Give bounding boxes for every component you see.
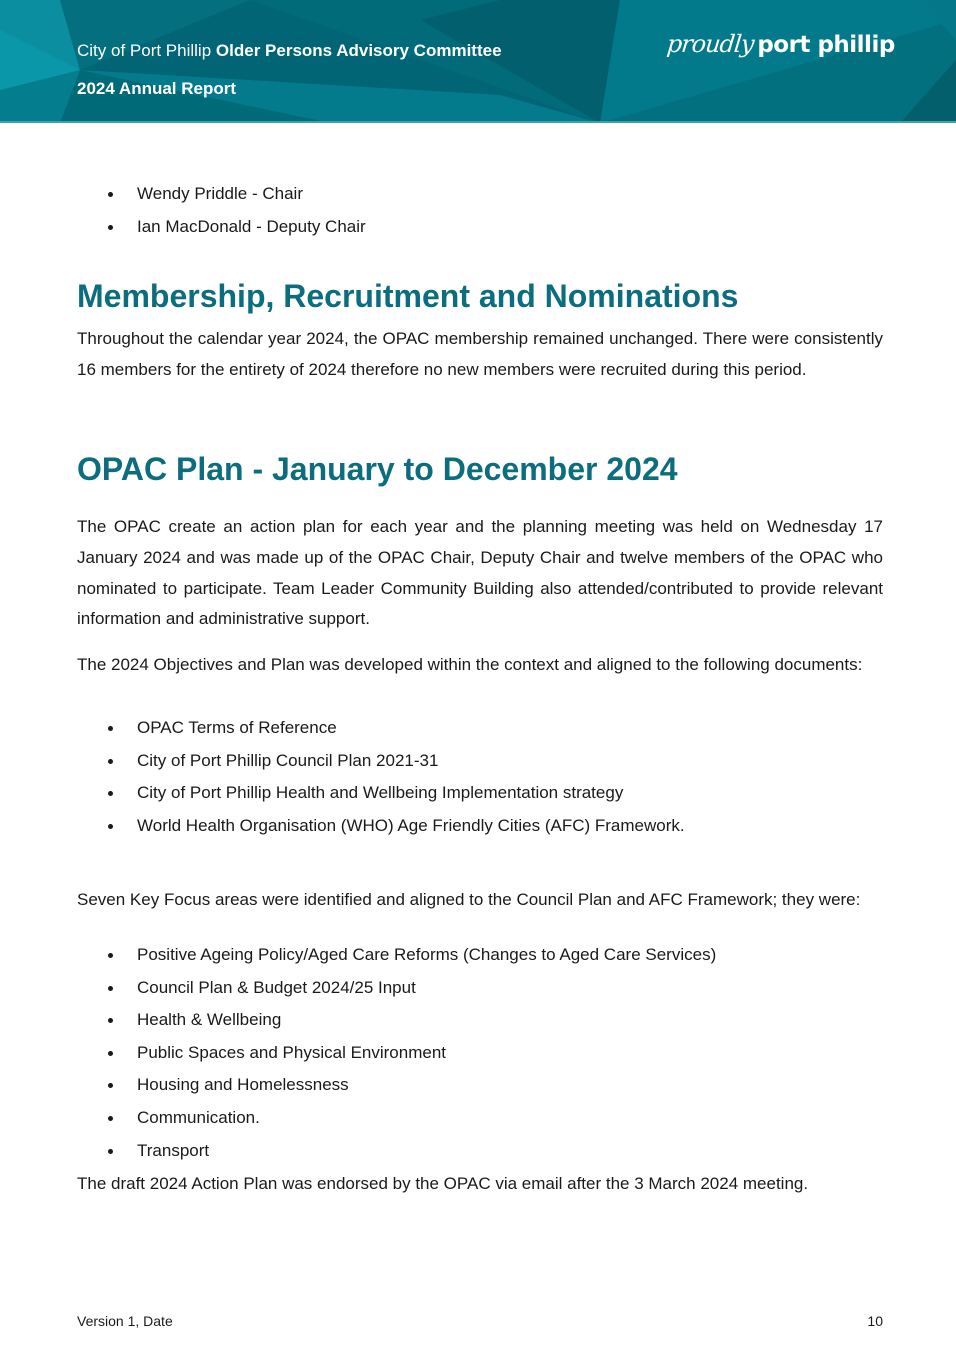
focus-lead-paragraph: Seven Key Focus areas were identified and aligned to the Council Plan and AFC Framework; they were: <box>77 890 861 909</box>
plan-intro-paragraph: The OPAC create an action plan for each year and the planning meeting was held on Wednesday 17 January 2024 and was made up of the OPAC Chair, Deputy Chair and twelve members of the OPAC who nominated to participate. Team Leader Community Building also attended/contributed to provide relevant information and administrative support. <box>77 517 883 629</box>
list-item <box>77 1010 883 1043</box>
list-item <box>77 945 883 978</box>
bullet-icon <box>108 791 113 796</box>
list-item-text: Communication. <box>137 1107 260 1127</box>
committee-name: Older Persons Advisory Committee <box>215 41 502 60</box>
bullet-icon <box>108 1018 113 1023</box>
list-item-text: City of Port Phillip Council Plan 2021-31 <box>137 750 439 770</box>
list-item <box>77 1108 883 1141</box>
list-item-text: Public Spaces and Physical Environment <box>137 1042 446 1062</box>
report-subtitle: 2024 Annual Report <box>77 79 237 98</box>
leadership-list <box>77 184 883 249</box>
banner-divider <box>0 121 956 123</box>
list-item <box>77 184 883 217</box>
closing-paragraph: The draft 2024 Action Plan was endorsed by the OPAC via email after the 3 March 2024 meeting. <box>77 1174 809 1193</box>
documents-list <box>77 718 883 848</box>
list-item-text: Transport <box>137 1140 210 1160</box>
banner-background-pattern <box>0 0 956 123</box>
page-number: 10 <box>867 1313 883 1329</box>
list-item <box>77 816 883 849</box>
list-item <box>77 718 883 751</box>
header-banner <box>0 0 956 123</box>
list-item <box>77 1075 883 1108</box>
list-item-text: City of Port Phillip Health and Wellbeing Implementation strategy <box>137 783 624 803</box>
objectives-lead-paragraph: The 2024 Objectives and Plan was developed within the context and aligned to the following documents: <box>77 655 863 674</box>
list-item <box>77 751 883 784</box>
logo-brand-text: port phillip <box>757 32 895 58</box>
list-item <box>77 1141 883 1174</box>
bullet-icon <box>108 1083 113 1088</box>
report-committee-title <box>77 41 502 61</box>
bullet-icon <box>108 192 113 197</box>
bullet-icon <box>108 225 113 230</box>
list-item-text: Positive Ageing Policy/Aged Care Reforms (Changes to Aged Care Services) <box>137 945 717 964</box>
list-item-text: Council Plan & Budget 2024/25 Input <box>137 977 416 997</box>
list-item-text: Ian MacDonald - Deputy Chair <box>137 216 366 236</box>
bullet-icon <box>108 759 113 764</box>
focus-areas-list <box>77 945 883 1173</box>
bullet-icon <box>108 824 113 829</box>
list-item-text: World Health Organisation (WHO) Age Friendly Cities (AFC) Framework. <box>137 815 685 835</box>
bullet-icon <box>108 1149 113 1154</box>
list-item-text: Housing and Homelessness <box>137 1075 349 1095</box>
bullet-icon <box>108 1116 113 1121</box>
list-item <box>77 978 883 1011</box>
list-item <box>77 217 883 250</box>
list-item <box>77 783 883 816</box>
list-item-text: Health & Wellbeing <box>137 1010 282 1030</box>
logo-script-text: proudly <box>665 30 755 58</box>
bullet-icon <box>108 953 113 958</box>
bullet-icon <box>108 1051 113 1056</box>
list-item-text: OPAC Terms of Reference <box>137 718 337 737</box>
list-item-text: Wendy Priddle - Chair <box>137 184 303 203</box>
proudly-port-phillip-logo <box>667 30 895 58</box>
membership-heading: Membership, Recruitment and Nominations <box>77 278 739 314</box>
bullet-icon <box>108 986 113 991</box>
bullet-icon <box>108 726 113 731</box>
council-name: City of Port Phillip <box>77 41 212 60</box>
list-item <box>77 1043 883 1076</box>
footer-version: Version 1, Date <box>77 1313 173 1329</box>
membership-paragraph: Throughout the calendar year 2024, the OPAC membership remained unchanged. There were consistently 16 members for the entirety of 2024 therefore no new members were recruited during this period. <box>77 329 883 379</box>
opac-plan-heading: OPAC Plan - January to December 2024 <box>77 451 678 487</box>
